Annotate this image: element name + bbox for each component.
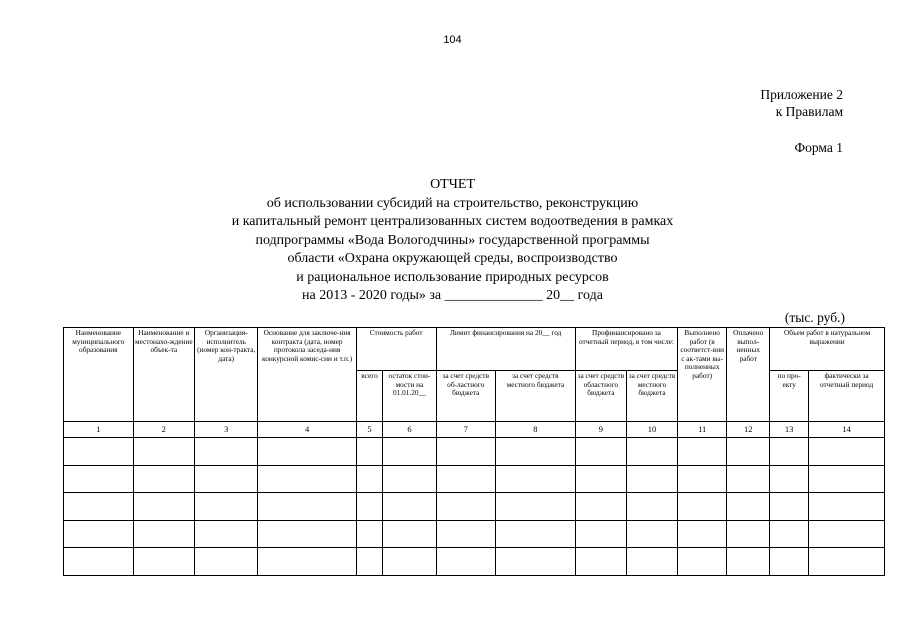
column-number: 7 bbox=[436, 422, 495, 438]
table-cell[interactable] bbox=[809, 548, 885, 576]
table-cell[interactable] bbox=[356, 493, 383, 521]
header-limit: Лимит финансирования на 20__ год bbox=[436, 328, 575, 371]
table-cell[interactable] bbox=[495, 548, 575, 576]
header-financed-local: за счет средств местного бюджета bbox=[626, 371, 677, 422]
table-cell[interactable] bbox=[770, 465, 809, 493]
table-cell[interactable] bbox=[383, 520, 436, 548]
table-cell[interactable] bbox=[626, 438, 677, 466]
header-cost-total: всего bbox=[356, 371, 383, 422]
table-cell[interactable] bbox=[678, 520, 727, 548]
table-cell[interactable] bbox=[770, 493, 809, 521]
table-cell[interactable] bbox=[383, 438, 436, 466]
table-cell[interactable] bbox=[678, 493, 727, 521]
table-cell[interactable] bbox=[727, 493, 770, 521]
header-contractor: Организация-исполнитель (номер кон-тракта, дата) bbox=[195, 328, 258, 422]
appendix-label bbox=[760, 86, 843, 120]
table-cell[interactable] bbox=[436, 520, 495, 548]
column-number-row bbox=[64, 422, 885, 438]
table-cell[interactable] bbox=[258, 465, 356, 493]
table-cell[interactable] bbox=[809, 520, 885, 548]
table-cell[interactable] bbox=[575, 548, 626, 576]
table-cell[interactable] bbox=[770, 520, 809, 548]
column-number: 3 bbox=[195, 422, 258, 438]
column-number: 2 bbox=[133, 422, 194, 438]
header-financed: Профинансировано за отчетный период, в том числе: bbox=[575, 328, 677, 371]
header-limit-regional: за счет средств об-ластного бюджета bbox=[436, 371, 495, 422]
table-cell[interactable] bbox=[258, 520, 356, 548]
table-cell[interactable] bbox=[64, 548, 134, 576]
table-cell[interactable] bbox=[258, 548, 356, 576]
table-cell[interactable] bbox=[356, 438, 383, 466]
table-cell[interactable] bbox=[495, 493, 575, 521]
table-row bbox=[64, 438, 885, 466]
table-cell[interactable] bbox=[626, 548, 677, 576]
title-line: подпрограммы «Вода Вологодчины» государственной программы bbox=[255, 232, 650, 248]
table-cell[interactable] bbox=[626, 520, 677, 548]
header-volume: Объем работ в натуральном выражении bbox=[770, 328, 885, 371]
report-table bbox=[63, 327, 885, 576]
header-municipality: Наименование муниципального образования bbox=[64, 328, 134, 422]
title-heading: ОТЧЕТ bbox=[430, 177, 475, 192]
table-cell[interactable] bbox=[809, 465, 885, 493]
table-cell[interactable] bbox=[678, 548, 727, 576]
table-cell[interactable] bbox=[495, 438, 575, 466]
column-number: 13 bbox=[770, 422, 809, 438]
column-number: 11 bbox=[678, 422, 727, 438]
title-line: на 2013 - 2020 годы» за ______________ 20__ года bbox=[302, 288, 603, 303]
table-cell[interactable] bbox=[436, 438, 495, 466]
table-cell[interactable] bbox=[133, 438, 194, 466]
table-cell[interactable] bbox=[258, 493, 356, 521]
table-cell[interactable] bbox=[809, 438, 885, 466]
table-cell[interactable] bbox=[64, 520, 134, 548]
column-number: 12 bbox=[727, 422, 770, 438]
header-paid: Оплачено выпол-ненных работ bbox=[727, 328, 770, 422]
table-row bbox=[64, 520, 885, 548]
table-cell[interactable] bbox=[575, 520, 626, 548]
title-line: об использовании субсидий на строительство, реконструкцию bbox=[266, 195, 639, 211]
appendix-line-1: Приложение 2 bbox=[760, 87, 843, 102]
table-cell[interactable] bbox=[133, 520, 194, 548]
table-cell[interactable] bbox=[64, 465, 134, 493]
table-cell[interactable] bbox=[575, 493, 626, 521]
table-cell[interactable] bbox=[727, 520, 770, 548]
header-volume-fact: фактически за отчетный период bbox=[809, 371, 885, 422]
table-cell[interactable] bbox=[195, 493, 258, 521]
table-cell[interactable] bbox=[495, 520, 575, 548]
table-cell[interactable] bbox=[383, 493, 436, 521]
table-cell[interactable] bbox=[258, 438, 356, 466]
table-cell[interactable] bbox=[383, 465, 436, 493]
table-cell[interactable] bbox=[383, 548, 436, 576]
table-cell[interactable] bbox=[356, 465, 383, 493]
table-cell[interactable] bbox=[809, 493, 885, 521]
header-cost: Стоимость работ bbox=[356, 328, 436, 371]
table-cell[interactable] bbox=[678, 438, 727, 466]
table-cell[interactable] bbox=[64, 493, 134, 521]
column-number: 14 bbox=[809, 422, 885, 438]
appendix-line-2: к Правилам bbox=[775, 104, 843, 119]
table-cell[interactable] bbox=[495, 465, 575, 493]
table-cell[interactable] bbox=[195, 520, 258, 548]
table-cell[interactable] bbox=[770, 438, 809, 466]
table-cell[interactable] bbox=[356, 520, 383, 548]
table-row bbox=[64, 465, 885, 493]
header-object: Наименование и местонахо-ждение объек-та bbox=[133, 328, 194, 422]
report-title bbox=[100, 176, 805, 306]
table-cell[interactable] bbox=[133, 548, 194, 576]
header-done: Выполнено работ (в соответст-вии с ак-тами вы-полненных работ) bbox=[678, 328, 727, 422]
table-cell[interactable] bbox=[727, 548, 770, 576]
table-cell[interactable] bbox=[626, 465, 677, 493]
form-label: Форма 1 bbox=[794, 140, 843, 155]
column-number: 9 bbox=[575, 422, 626, 438]
table-cell[interactable] bbox=[436, 548, 495, 576]
table-body bbox=[64, 438, 885, 576]
column-number: 10 bbox=[626, 422, 677, 438]
title-line: и капитальный ремонт централизованных систем водоотведения в рамках bbox=[231, 214, 674, 229]
table-cell[interactable] bbox=[64, 438, 134, 466]
column-number: 5 bbox=[356, 422, 383, 438]
table-cell[interactable] bbox=[195, 465, 258, 493]
table-cell[interactable] bbox=[575, 438, 626, 466]
column-number: 4 bbox=[258, 422, 356, 438]
table-cell[interactable] bbox=[727, 438, 770, 466]
title-line: и рациональное использование природных ресурсов bbox=[296, 269, 609, 285]
column-number: 8 bbox=[495, 422, 575, 438]
title-line: области «Охрана окружающей среды, воспроизводство bbox=[287, 251, 618, 266]
header-cost-rest: остаток стои-мости на 01.01.20__ bbox=[383, 371, 436, 422]
table-cell[interactable] bbox=[195, 438, 258, 466]
table-cell[interactable] bbox=[678, 465, 727, 493]
table-cell[interactable] bbox=[436, 465, 495, 493]
table-cell[interactable] bbox=[770, 548, 809, 576]
header-volume-plan: по про-екту bbox=[770, 371, 809, 422]
table-cell[interactable] bbox=[195, 548, 258, 576]
header-limit-local: за счет средств местного бюджета bbox=[495, 371, 575, 422]
table-cell[interactable] bbox=[133, 465, 194, 493]
page-number: 104 bbox=[443, 34, 462, 46]
table-row bbox=[64, 548, 885, 576]
header-financed-regional: за счет средств областного бюджета bbox=[575, 371, 626, 422]
column-number: 1 bbox=[64, 422, 134, 438]
table-cell[interactable] bbox=[626, 493, 677, 521]
table-cell[interactable] bbox=[727, 465, 770, 493]
table-cell[interactable] bbox=[436, 493, 495, 521]
column-number: 6 bbox=[383, 422, 436, 438]
table-row bbox=[64, 493, 885, 521]
table-cell[interactable] bbox=[356, 548, 383, 576]
table-cell[interactable] bbox=[133, 493, 194, 521]
units-label: (тыс. руб.) bbox=[784, 310, 845, 325]
header-basis: Основание для заключе-ния контракта (дата, номер протокола заседа-ния конкурсной комис-сии и т.п.) bbox=[258, 328, 356, 422]
table-cell[interactable] bbox=[575, 465, 626, 493]
